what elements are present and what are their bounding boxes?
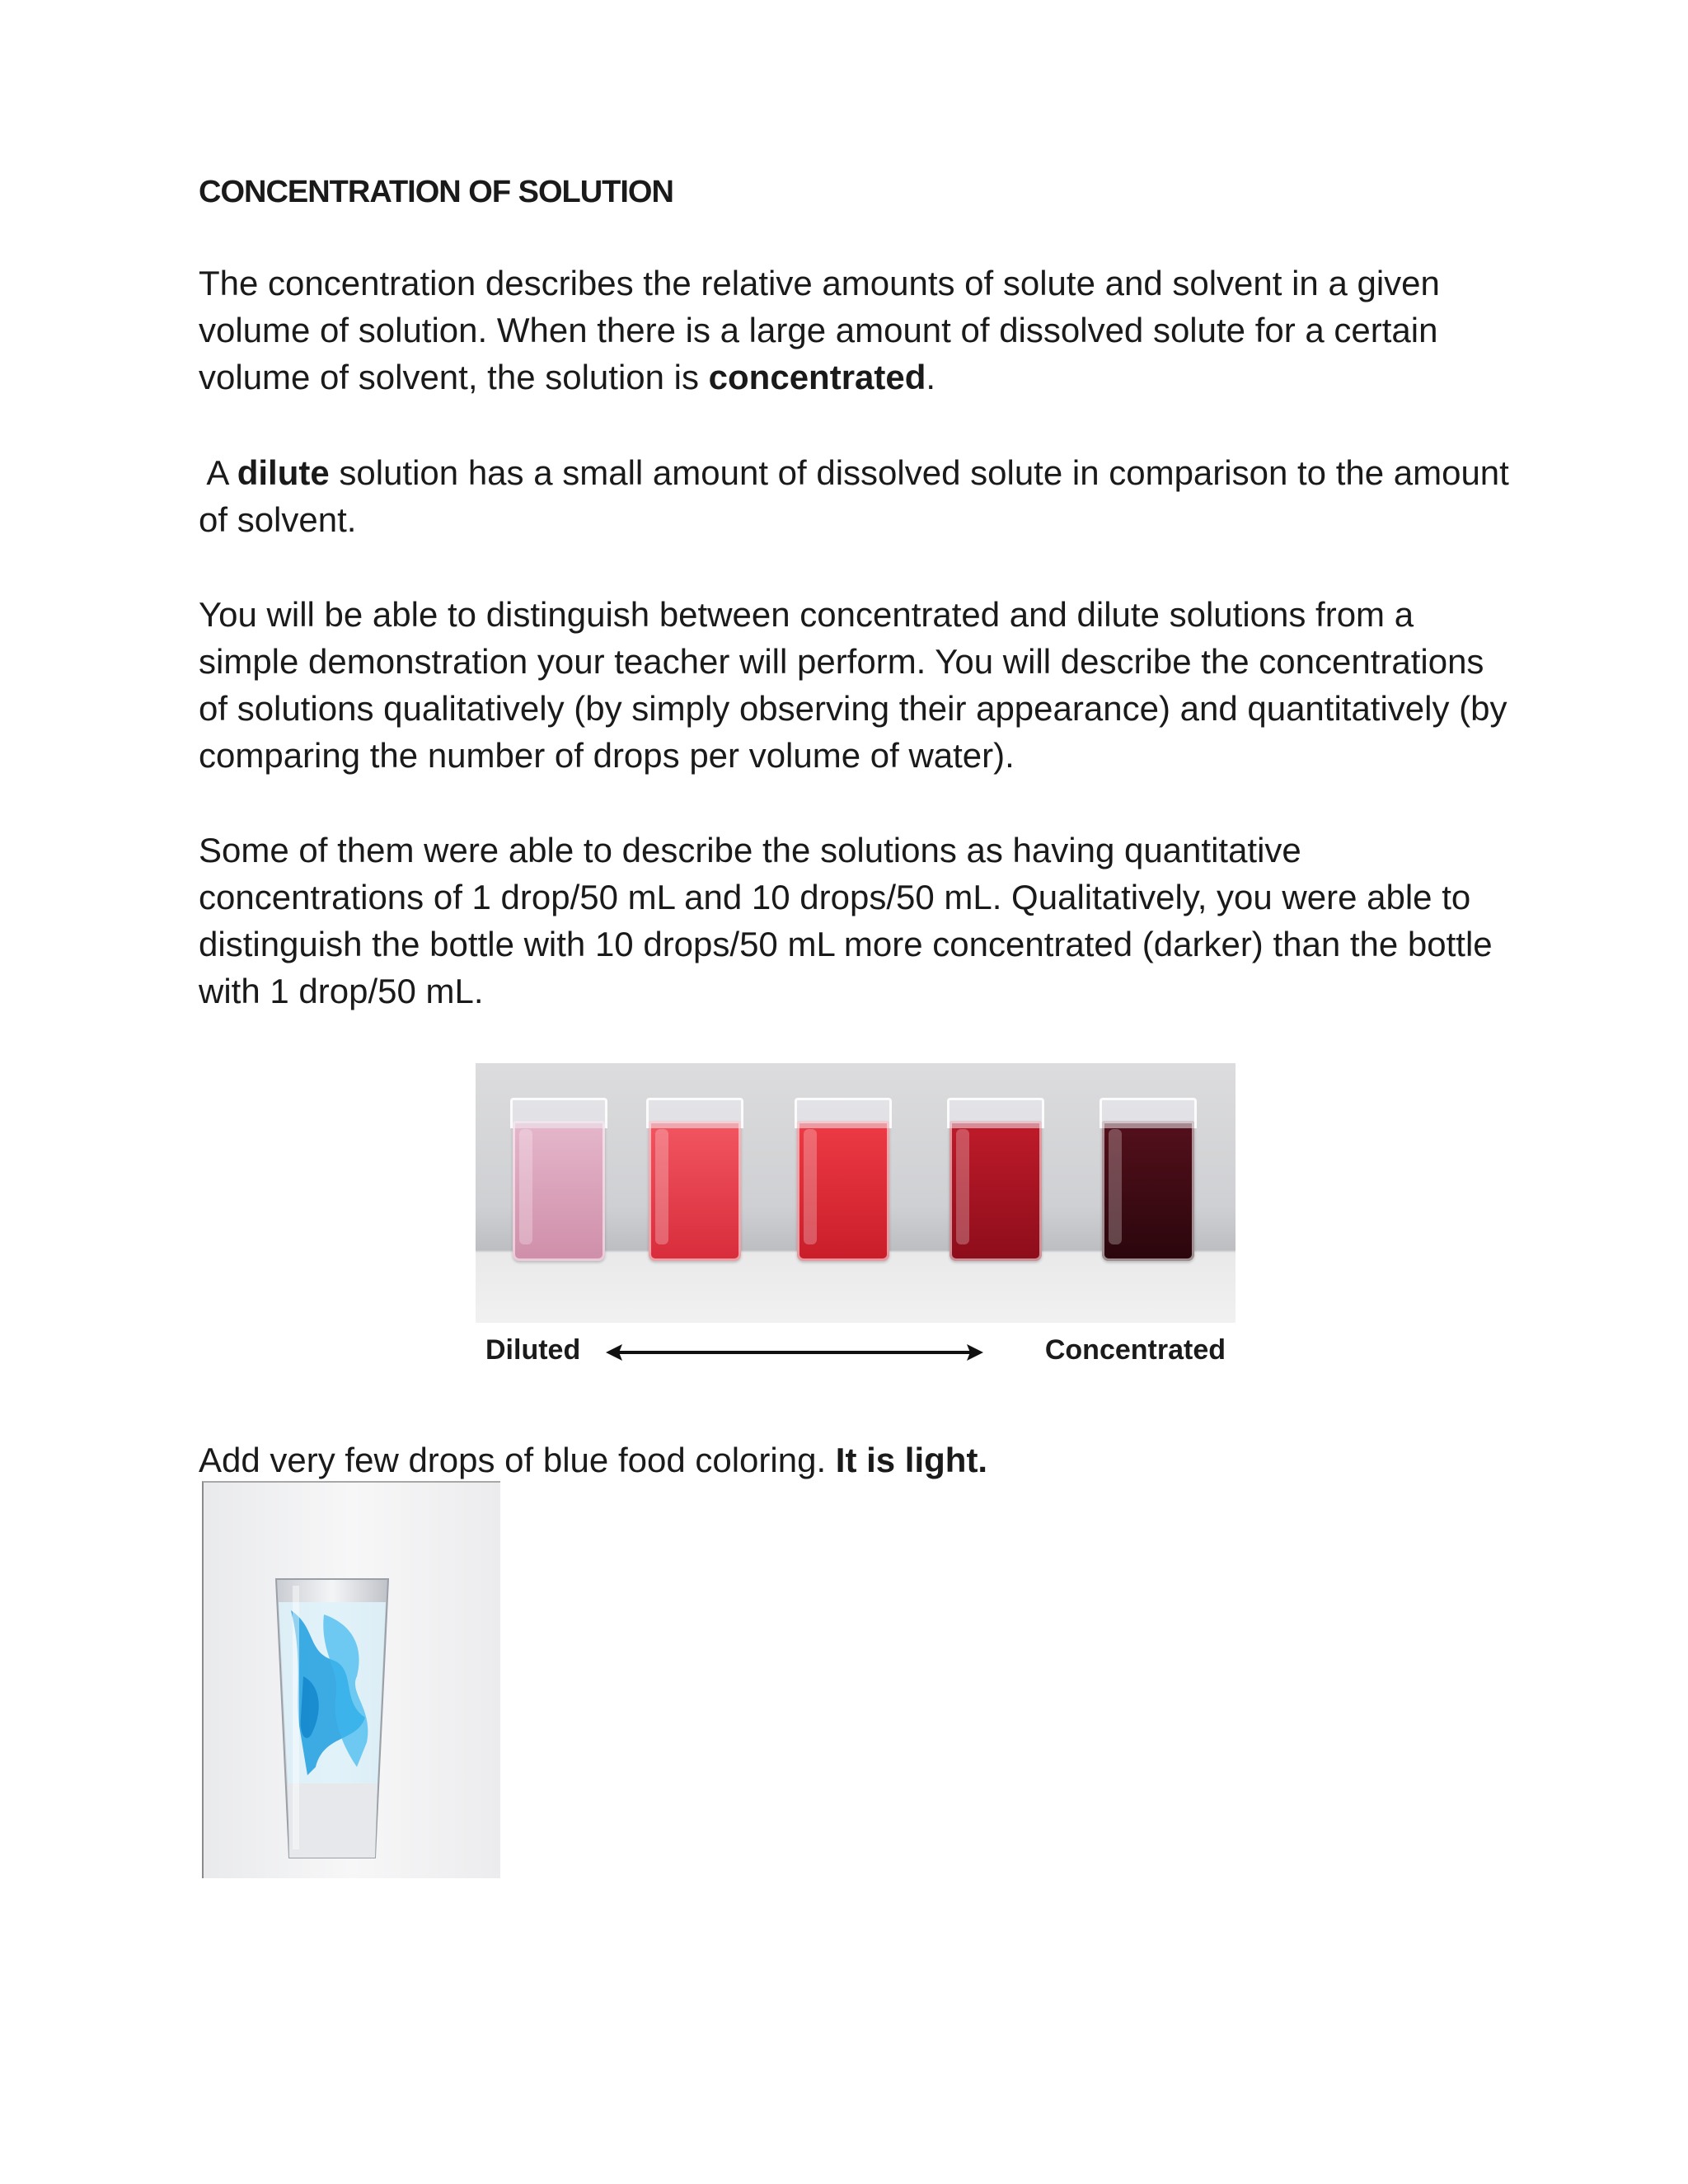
p1-end: . (926, 358, 936, 396)
paragraph-demonstration: You will be able to distinguish between concentrated and dilute solutions from a simple demonstration your teacher will perform. You will describe the concentrations of solutions qualitatively (by simply observing their appearance) and quantitatively (by comparing the number of drops per volume of water). (199, 595, 1507, 775)
glass-light (649, 1121, 741, 1261)
glass-medium (797, 1121, 889, 1261)
page-title: CONCENTRATION OF SOLUTION (199, 175, 673, 209)
glass-lightest (513, 1121, 605, 1261)
dilution-figure (476, 1063, 1236, 1380)
light-note: It is light. (835, 1441, 988, 1479)
p1-text: The concentration describes the relative amounts of solute and solvent in a given volume of solution. When there is a large amount of dissolved solute for a certain volume of solvent, the solution is (199, 264, 1440, 396)
diluted-label: Diluted (485, 1334, 581, 1366)
concentrated-label: Concentrated (1044, 1334, 1226, 1366)
double-arrow-icon (606, 1340, 983, 1365)
p5-text: Add very few drops of blue food coloring. (199, 1441, 836, 1479)
tall-glass-illustration (274, 1577, 390, 1862)
dilute-term: dilute (237, 453, 330, 492)
paragraph-dilute-definition (199, 449, 1517, 543)
concentration-scale (476, 1323, 1236, 1380)
paragraph-concentration-definition (199, 260, 1517, 401)
concentrated-term: concentrated (708, 358, 926, 396)
paragraph-quantitative: Some of them were able to describe the solutions as having quantitative concentrations of 1 drop/50 mL and 10 drops/50 mL. Qualitatively, you were able to distinguish the bottle with 10 drops/50 mL more concentrated (darker) than the bottle with 1 drop/50 mL. (199, 831, 1493, 1010)
glasses-photo (476, 1063, 1236, 1323)
paragraph-blue-coloring (199, 1436, 1517, 1483)
blue-glass-photo (202, 1481, 500, 1878)
glass-dark (950, 1121, 1042, 1261)
p2-end: solution has a small amount of dissolved solute in comparison to the amount of solvent. (199, 453, 1509, 539)
glass-darkest (1102, 1121, 1194, 1261)
p2-text: A (199, 453, 237, 492)
